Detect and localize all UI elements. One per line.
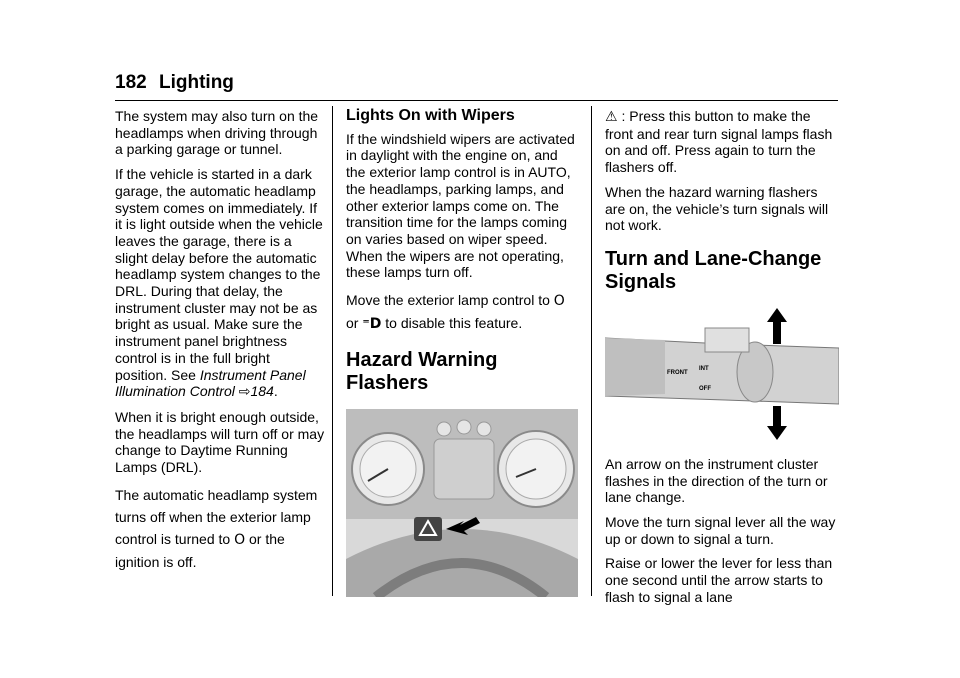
- section-title: Lighting: [159, 72, 234, 93]
- paragraph: [115, 484, 325, 573]
- paragraph: An arrow on the instrument cluster flashes in the direction of the turn or lane change.: [605, 455, 828, 506]
- lever-illustration: [605, 308, 839, 448]
- page-header: [115, 70, 838, 101]
- page-number: 182: [115, 72, 147, 93]
- hazard-warning-icon: ⚠: [605, 109, 618, 125]
- paragraph: When the hazard warning flashers are on, the vehicle’s turn signals will not work.: [605, 183, 829, 234]
- paragraph-text: : Press this button to make the front and rear turn signal lamps flash on and off. Press again to turn the flashers off.: [605, 108, 833, 176]
- cross-reference-page[interactable]: 184: [250, 383, 274, 400]
- paragraph: [115, 166, 325, 401]
- paragraph-text: or the ignition is off.: [115, 530, 285, 570]
- lamp-off-icon: O: [234, 531, 246, 548]
- paragraph: [605, 108, 839, 176]
- column-left: [115, 108, 325, 581]
- front-label: FRONT: [667, 369, 688, 376]
- paragraph: The system may also turn on the headlamps when driving through a parking garage or tunnel.: [115, 108, 319, 158]
- paragraph-text: If the vehicle is started in a dark garage, the automatic headlamp system comes on immediately. If it is light outside when the vehicle leaves the garage, there is a slight delay before the automatic headlamp system changes to the DRL. During that delay, the instrument cluster may not be as bright as usual. Make sure the instrument panel brightness control is in the full bright position. See: [115, 166, 323, 383]
- hazard-button-illustration: [346, 409, 578, 597]
- period: .: [273, 383, 278, 400]
- turn-signal-lever-illustration: [605, 308, 837, 448]
- paragraph-text: The automatic headlamp system turns off when the exterior lamp control is turned to: [115, 486, 318, 547]
- lamp-off-icon: O: [553, 293, 565, 310]
- paragraph-text: or: [346, 315, 359, 332]
- int-label: INT: [699, 365, 709, 372]
- paragraph: If the windshield wipers are activated in daylight with the engine on, and the exterior lamp control is in AUTO, the headlamps, parking lamps, and other exterior lamps come on. The transition time for the lamps coming on varies based on wiper speed. When the wipers are not operating, these lamps turn off.: [346, 130, 575, 281]
- paragraph: When it is bright enough outside, the headlamps will turn off or may change to Daytime Running Lamps (DRL).: [115, 408, 325, 476]
- dashboard-illustration: [346, 409, 578, 597]
- column-divider: [332, 106, 333, 596]
- column-right: [605, 108, 839, 614]
- page-ref-arrow-icon: ⇨: [238, 384, 251, 401]
- paragraph: Move the turn signal lever all the way up or down to signal a turn.: [605, 514, 836, 547]
- paragraph-text: Move the exterior lamp control to: [346, 292, 550, 309]
- cross-reference-link[interactable]: Instrument Panel Illumination Control: [115, 366, 306, 400]
- heading: Hazard Warning Flashers: [346, 349, 498, 395]
- column-divider: [591, 106, 592, 596]
- paragraph: [346, 289, 578, 335]
- off-label: OFF: [699, 385, 711, 392]
- paragraph-text: to disable this feature.: [385, 315, 523, 332]
- paragraph: Raise or lower the lever for less than one second until the arrow starts to flash to signal a lane: [605, 555, 833, 605]
- column-middle: [346, 108, 578, 597]
- subheading: Lights On with Wipers: [346, 107, 515, 124]
- parking-lamp-icon: ⁼D: [362, 316, 382, 333]
- heading: Turn and Lane-Change Signals: [605, 247, 822, 293]
